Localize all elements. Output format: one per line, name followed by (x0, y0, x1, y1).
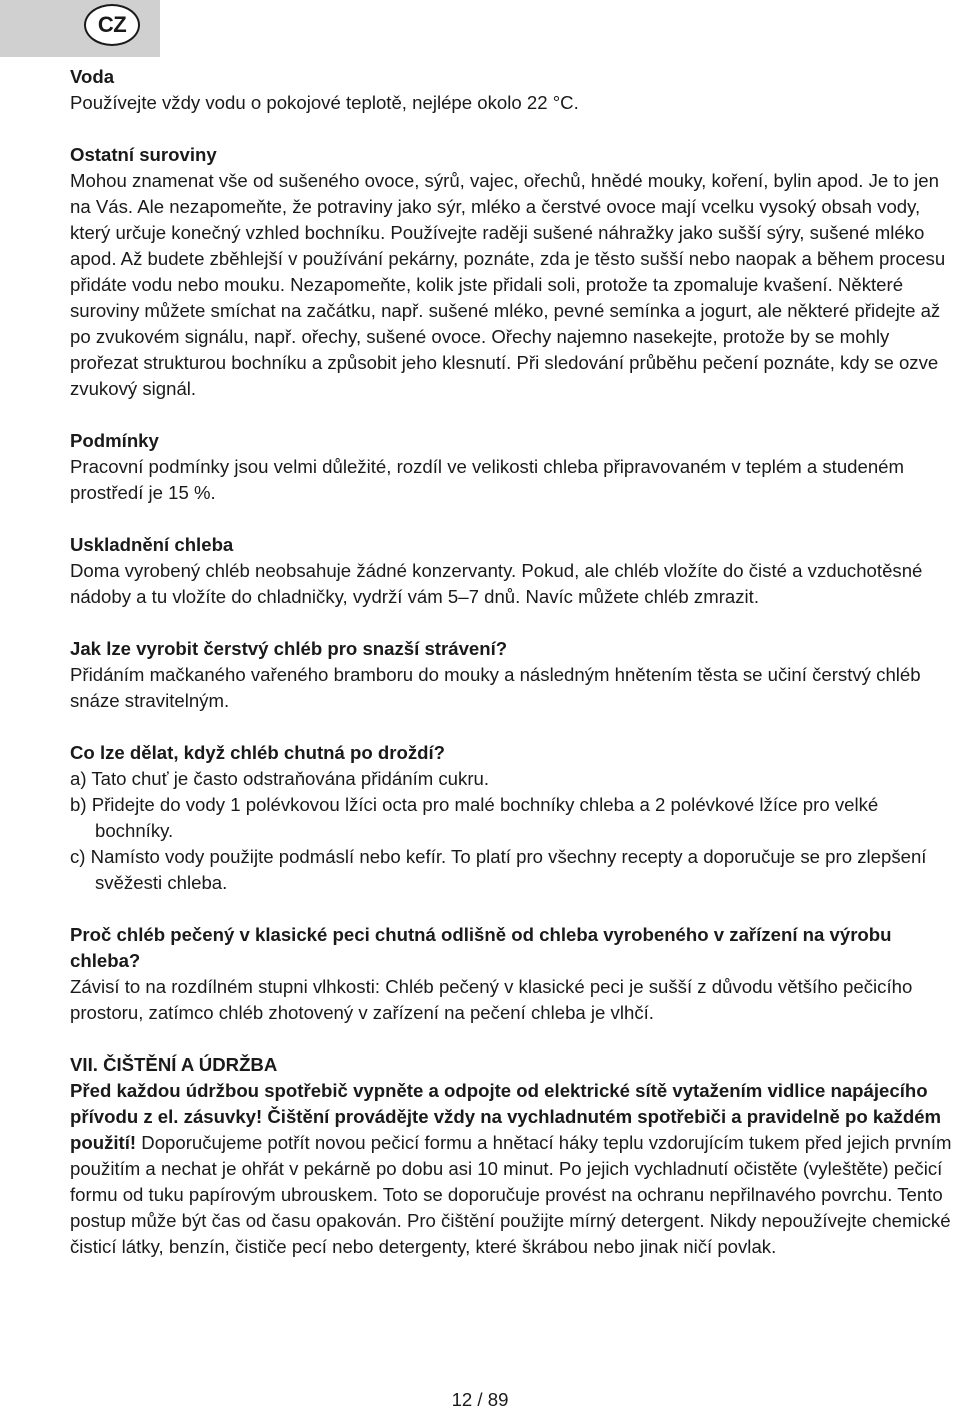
section-heading: Podmínky (70, 430, 159, 451)
section-text-body: Doporučujeme potřít novou pečicí formu a hnětací háky teplu vzdorujícím tukem před jejich prvním použitím a nechat je ohřát v pekárně po dobu asi 10 minut. Po jejich vychladnutí očistěte (vyleštěte) pečicí formu od tuku papírovým ubrouskem. Toto se doporučuje provést na ochranu nepřilnavého povrchu. Tento postup může být čas od času opakován. Pro čištění použijte mírný detergent. Nikdy nepoužívejte chemické čisticí látky, benzín, čističe pecí nebo detergenty, které škrábou nebo jinak ničí povlak. (70, 1132, 952, 1257)
section-cisteni-a-udrzba (70, 1052, 958, 1260)
document-body (70, 64, 958, 1286)
list-item: c) Namísto vody použijte podmáslí nebo kefír. To platí pro všechny recepty a doporučuje se pro zlepšení svěžesti chleba. (70, 846, 927, 893)
page-number: 12 / 89 (451, 1389, 509, 1410)
section-chut-po-drozdi (70, 740, 958, 896)
section-text: Používejte vždy vodu o pokojové teplotě, nejlépe okolo 22 °C. (70, 92, 579, 113)
list-item: a) Tato chuť je často odstraňována přidáním cukru. (70, 768, 490, 789)
section-heading: VII. ČIŠTĚNÍ A ÚDRŽBA (70, 1054, 278, 1075)
list-item: b) Přidejte do vody 1 polévkovou lžíci octa pro malé bochníky chleba a 2 polévkové lžíce pro velké bochníky. (70, 794, 879, 841)
section-text (70, 1078, 958, 1260)
section-heading: Jak lze vyrobit čerstvý chléb pro snazší strávení? (70, 638, 508, 659)
section-heading: Voda (70, 66, 115, 87)
language-tab (0, 0, 160, 57)
section-heading: Uskladnění chleba (70, 534, 234, 555)
warning-text: Před každou údržbou spotřebič vypněte a odpojte od elektrické sítě vytažením vidlice napájecího přívodu z el. zásuvky! Čištění provádějte vždy na vychladnutém spotřebiči a pravidelně po každém použití! (70, 1080, 942, 1153)
section-text: Mohou znamenat vše od sušeného ovoce, sýrů, vajec, ořechů, hnědé mouky, koření, bylin apod. Je to jen na Vás. Ale nezapomeňte, že potraviny jako sýr, mléko a čerstvé ovoce mají vcelku vysoký obsah vody, který určuje konečný vzhled bochníku. Používejte raději sušené náhražky jako sušší sýry, sušené mléko apod. Až budete zběhlejší v používání pekárny, poznáte, zda je těsto sušší nebo naopak a během procesu přidáte vodu nebo mouku. Nezapomeňte, kolik jste přidali soli, protože ta zpomaluje kvašení. Některé suroviny můžete smíchat na začátku, např. sušené mléko, pevné semínka a jogurt, ale některé přidejte až po zvukovém signálu, např. ořechy, sušené ovoce. Ořechy najemno nasekejte, protože by se mohly prořezat strukturou bochníku a způsobit jeho klesnutí. Při sledování průběhu pečení poznáte, kdy se ozve zvukový signál. (70, 170, 946, 399)
section-ostatni-suroviny (70, 142, 958, 402)
section-klasicka-pec (70, 922, 958, 1026)
section-uskladneni (70, 532, 958, 610)
section-heading: Co lze dělat, když chléb chutná po droždí? (70, 742, 446, 763)
section-text: Závisí to na rozdílném stupni vlhkosti: Chléb pečený v klasické peci je sušší z důvodu většího pečicího prostoru, zatímco chléb zhotovený v zařízení na pečení chleba je vlhčí. (70, 976, 913, 1023)
section-text: Přidáním mačkaného vařeného bramboru do mouky a následným hnětením těsta se učiní čerstvý chléb snáze stravitelným. (70, 664, 921, 711)
language-badge: CZ (84, 4, 140, 46)
section-snazsi-straveni (70, 636, 958, 714)
section-voda (70, 64, 958, 116)
section-heading: Ostatní suroviny (70, 144, 217, 165)
section-heading: Proč chléb pečený v klasické peci chutná odlišně od chleba vyrobeného v zařízení na výrobu chleba? (70, 924, 892, 971)
section-text: Doma vyrobený chléb neobsahuje žádné konzervanty. Pokud, ale chléb vložíte do čisté a vzduchotěsné nádoby a tu vložíte do chladničky, vydrží vám 5–7 dnů. Navíc můžete chléb zmrazit. (70, 560, 923, 607)
section-podminky (70, 428, 958, 506)
section-text: Pracovní podmínky jsou velmi důležité, rozdíl ve velikosti chleba připravovaném v teplém a studeném prostředí je 15 %. (70, 456, 905, 503)
